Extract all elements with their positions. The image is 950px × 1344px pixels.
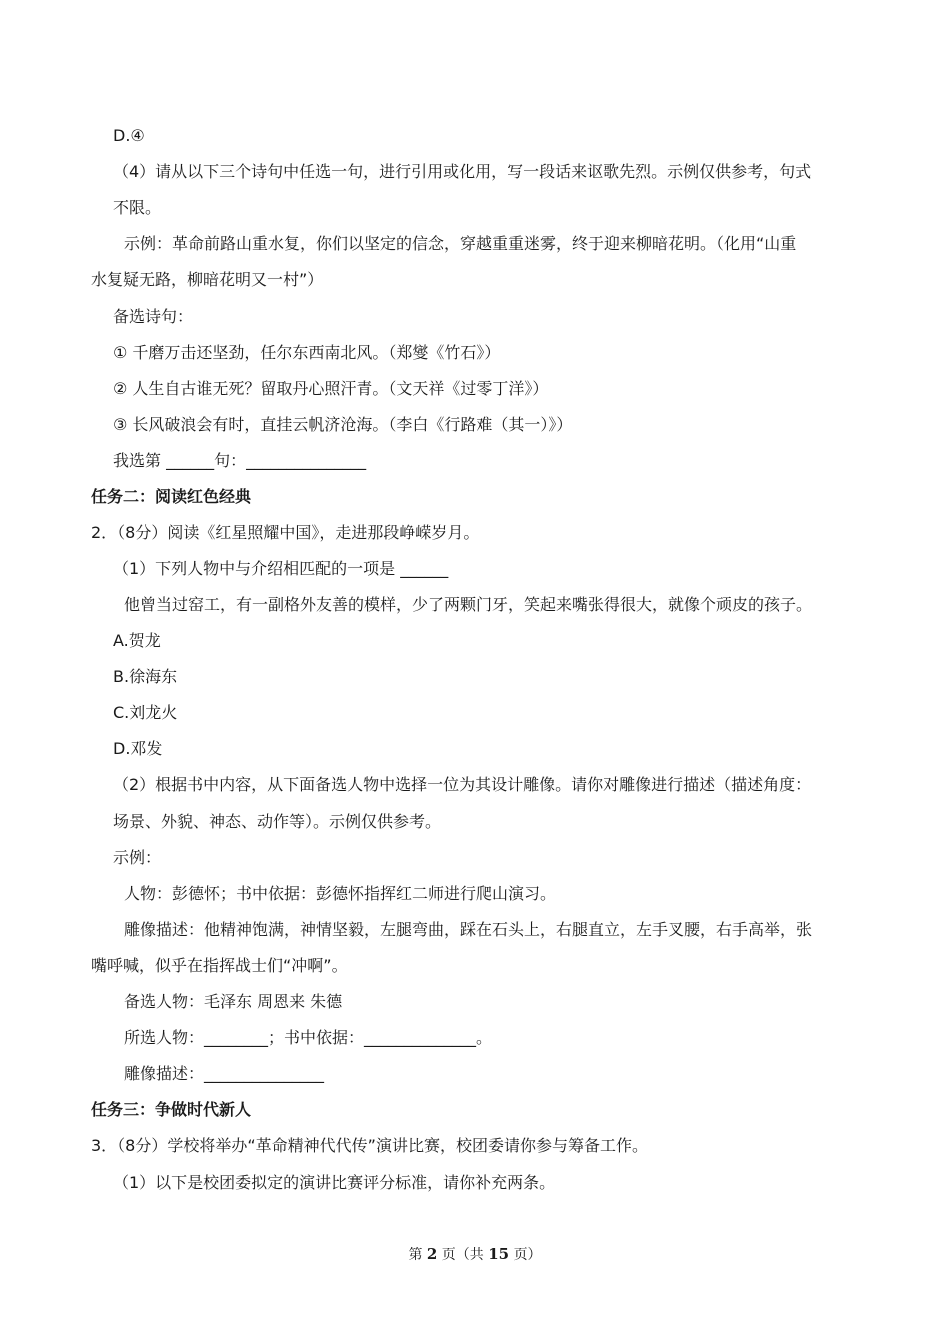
answer-description-blank: 雕像描述：_______________ (124, 1064, 325, 1083)
option-d: D.④ (113, 126, 145, 145)
sub-question-prompt-cont: 场景、外貌、神态、动作等）。示例仅供参考。 (113, 812, 442, 831)
poem-option-3: ③ 长风破浪会有时，直挂云帆济沧海。（李白《行路难（其一）》） (113, 415, 573, 434)
footer-middle: 页（共 (441, 1247, 484, 1263)
option-c: C.刘龙火 (113, 703, 178, 722)
total-page-count: 15 (488, 1245, 510, 1263)
footer-suffix: 页） (513, 1247, 542, 1263)
example-text-cont: 水复疑无路，柳暗花明又一村”） (91, 270, 324, 289)
question-prompt: （4）请从以下三个诗句中任选一句，进行引用或化用，写一段话来讴歌先烈。示例仅供参考，句式 (113, 162, 812, 181)
option-a: A.贺龙 (113, 631, 161, 650)
poem-option-1: ① 千磨万击还坚劲，任尔东西南北风。（郑燮《竹石》） (113, 343, 501, 362)
option-d: D.邓发 (113, 739, 163, 758)
current-page-number: 2 (426, 1245, 438, 1263)
answer-person-blank: 所选人物：________；书中依据：______________。 (124, 1028, 493, 1047)
example-description: 雕像描述：他精神饱满，神情坚毅，左腿弯曲，踩在石头上，右腿直立，左手叉腰，右手高举，张 (124, 920, 813, 939)
question-prompt-cont: 不限。 (113, 198, 162, 217)
options-title: 备选诗句： (113, 307, 194, 326)
example-person: 人物：彭德怀；书中依据：彭德怀指挥红二师进行爬山演习。 (124, 884, 557, 903)
example-title: 示例： (113, 848, 162, 867)
question-stem: 3．（8分）学校将举办“革命精神代代传”演讲比赛，校团委请你参与筹备工作。 (91, 1136, 648, 1155)
example-description-cont: 嘴呼喊，似乎在指挥战士们“冲啊”。 (91, 956, 348, 975)
footer-prefix: 第 (408, 1247, 423, 1263)
page-footer (0, 1244, 950, 1265)
sub-question-prompt: （2）根据书中内容，从下面备选人物中选择一位为其设计雕像。请你对雕像进行描述（描述角度： (113, 775, 812, 794)
question-stem: 2．（8分）阅读《红星照耀中国》，走进那段峥嵘岁月。 (91, 523, 480, 542)
answer-blank: 我选第 ______句：_______________ (113, 451, 367, 470)
sub-question-prompt: （1）下列人物中与介绍相匹配的一项是 ______ (113, 559, 449, 578)
section-heading: 任务二：阅读红色经典 (91, 487, 252, 506)
candidate-list: 备选人物：毛泽东 周恩来 朱德 (124, 992, 343, 1011)
example-text: 示例：革命前路山重水复，你们以坚定的信念，穿越重重迷雾，终于迎来柳暗花明。（化用“山重 (124, 234, 797, 253)
section-heading: 任务三：争做时代新人 (91, 1100, 252, 1119)
option-b: B.徐海东 (113, 667, 178, 686)
character-description: 他曾当过窑工，有一副格外友善的模样，少了两颗门牙，笑起来嘴张得很大，就像个顽皮的孩子。 (124, 595, 813, 614)
poem-option-2: ② 人生自古谁无死？留取丹心照汗青。（文天祥《过零丁洋》） (113, 379, 549, 398)
sub-question-prompt: （1）以下是校团委拟定的演讲比赛评分标准，请你补充两条。 (113, 1173, 556, 1192)
